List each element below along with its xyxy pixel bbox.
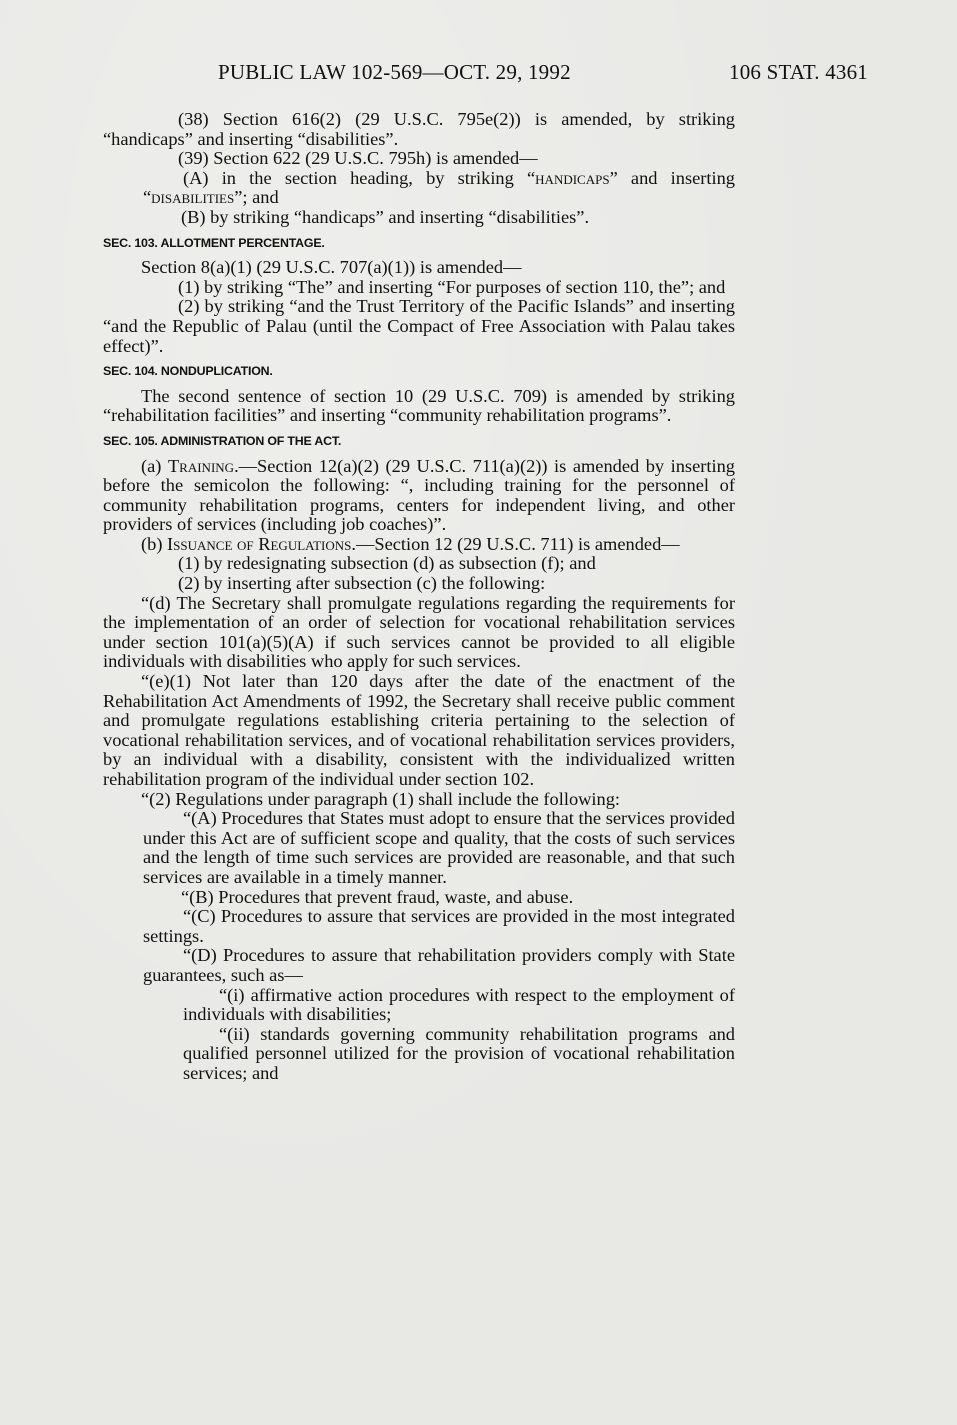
header-law-citation: PUBLIC LAW 102-569—OCT. 29, 1992 [218, 60, 571, 84]
section-103-intro: Section 8(a)(1) (29 U.S.C. 707(a)(1)) is amended— [141, 257, 522, 278]
section-105-b-item-1: (1) by redesignating subsection (d) as subsection (f); and [178, 553, 596, 574]
paragraph-39-A-text-3: ”; and [234, 187, 279, 208]
running-header [218, 60, 868, 90]
paragraph-39-B: (B) by striking “handicaps” and inserting “disabilities”. [181, 206, 590, 227]
section-heading-103: SEC. 103. ALLOTMENT PERCENTAGE. [103, 235, 325, 250]
document-body [103, 110, 735, 1084]
section-heading-104: SEC. 104. NONDUPLICATION. [103, 364, 273, 379]
section-105-subsection-a [103, 457, 735, 535]
section-104-text: The second sentence of section 10 (29 U.S.C. 709) is amended by striking “rehabilitation facilities” and inserting “community rehabilitation programs”. [103, 385, 735, 426]
paragraph-39-A [103, 169, 735, 208]
paragraph-38: (38) Section 616(2) (29 U.S.C. 795e(2)) is amended, by striking “handicaps” and inserting “disabilities”. [103, 109, 735, 149]
quoted-subparagraph-B: “(B) Procedures that prevent fraud, waste, and abuse. [181, 886, 574, 907]
section-105-a-text: .—Section 12(a)(2) (29 U.S.C. 711(a)(2)) is amended by inserting before the semicolon the following: “, including training for the personnel of community rehabilitation programs, centers for independent living, and other providers of services (including job coaches)”. [103, 455, 735, 535]
section-105-subsection-b [103, 535, 735, 555]
quoted-subparagraph-A: “(A) Procedures that States must adopt to ensure that the services provided under this Act are of sufficient scope and quality, that the costs of such services and the length of time such services are provided are reasonable, and that such services are available in a timely manner. [143, 808, 735, 887]
quoted-subsection-d: “(d) The Secretary shall promulgate regulations regarding the requirements for the implementation of an order of selection for vocational rehabilitation services under section 101(a)(5)(A) if such services cannot be provided to all eligible individuals with disabilities who apply for such services. [103, 592, 735, 672]
section-105-b-prefix: (b) [141, 533, 168, 554]
section-105-b-item-2: (2) by inserting after subsection (c) the following: [178, 573, 546, 594]
section-105-b-text: .—Section 12 (29 U.S.C. 711) is amended— [351, 533, 680, 554]
quoted-subsection-e-1: “(e)(1) Not later than 120 days after the date of the enactment of the Rehabilitation Act Amendments of 1992, the Secretary shall receive public comment and promulgate regulations establishing criteria pertaining to the selection of vocational rehabilitation services, and of vocational rehabilitation services providers, by an individual with a disability, consistent with the individualized written rehabilitation program of the individual under section 102. [103, 671, 735, 789]
section-103-item-2: (2) by striking “and the Trust Territory of the Pacific Islands” and inserting “and the Republic of Palau (until the Compact of Free Association with Palau takes effect)”. [103, 296, 735, 356]
quoted-subsection-e-2: “(2) Regulations under paragraph (1) shall include the following: [141, 788, 621, 809]
section-105-a-heading: Training [167, 455, 235, 476]
quoted-clause-ii: “(ii) standards governing community rehabilitation programs and qualified personnel utilized for the provision of vocational rehabilitation services; and [183, 1023, 735, 1083]
quoted-subparagraph-C: “(C) Procedures to assure that services are provided in the most integrated settings. [143, 906, 735, 946]
paragraph-39-A-text-1: (A) in the section heading, by striking “ [183, 167, 536, 188]
paragraph-39: (39) Section 622 (29 U.S.C. 795h) is amended— [178, 148, 538, 169]
section-105-a-prefix: (a) [141, 455, 168, 476]
quoted-clause-i: “(i) affirmative action procedures with respect to the employment of individuals with disabilities; [183, 984, 735, 1025]
quoted-subparagraph-D: “(D) Procedures to assure that rehabilitation providers comply with State guarantees, such as— [143, 945, 735, 985]
paragraph-39-A-text-2: ” and inserting “ [143, 167, 735, 208]
paragraph-39-A-smallcaps-1: handicaps [535, 167, 610, 188]
header-statute-page: 106 STAT. 4361 [729, 60, 868, 84]
section-103-item-1: (1) by striking “The” and inserting “For purposes of section 110, the”; and [178, 276, 726, 297]
paragraph-39-A-smallcaps-2: disabilities [151, 187, 235, 208]
section-heading-105: SEC. 105. ADMINISTRATION OF THE ACT. [103, 433, 342, 448]
section-105-b-heading: Issuance of Regulations [167, 533, 352, 554]
